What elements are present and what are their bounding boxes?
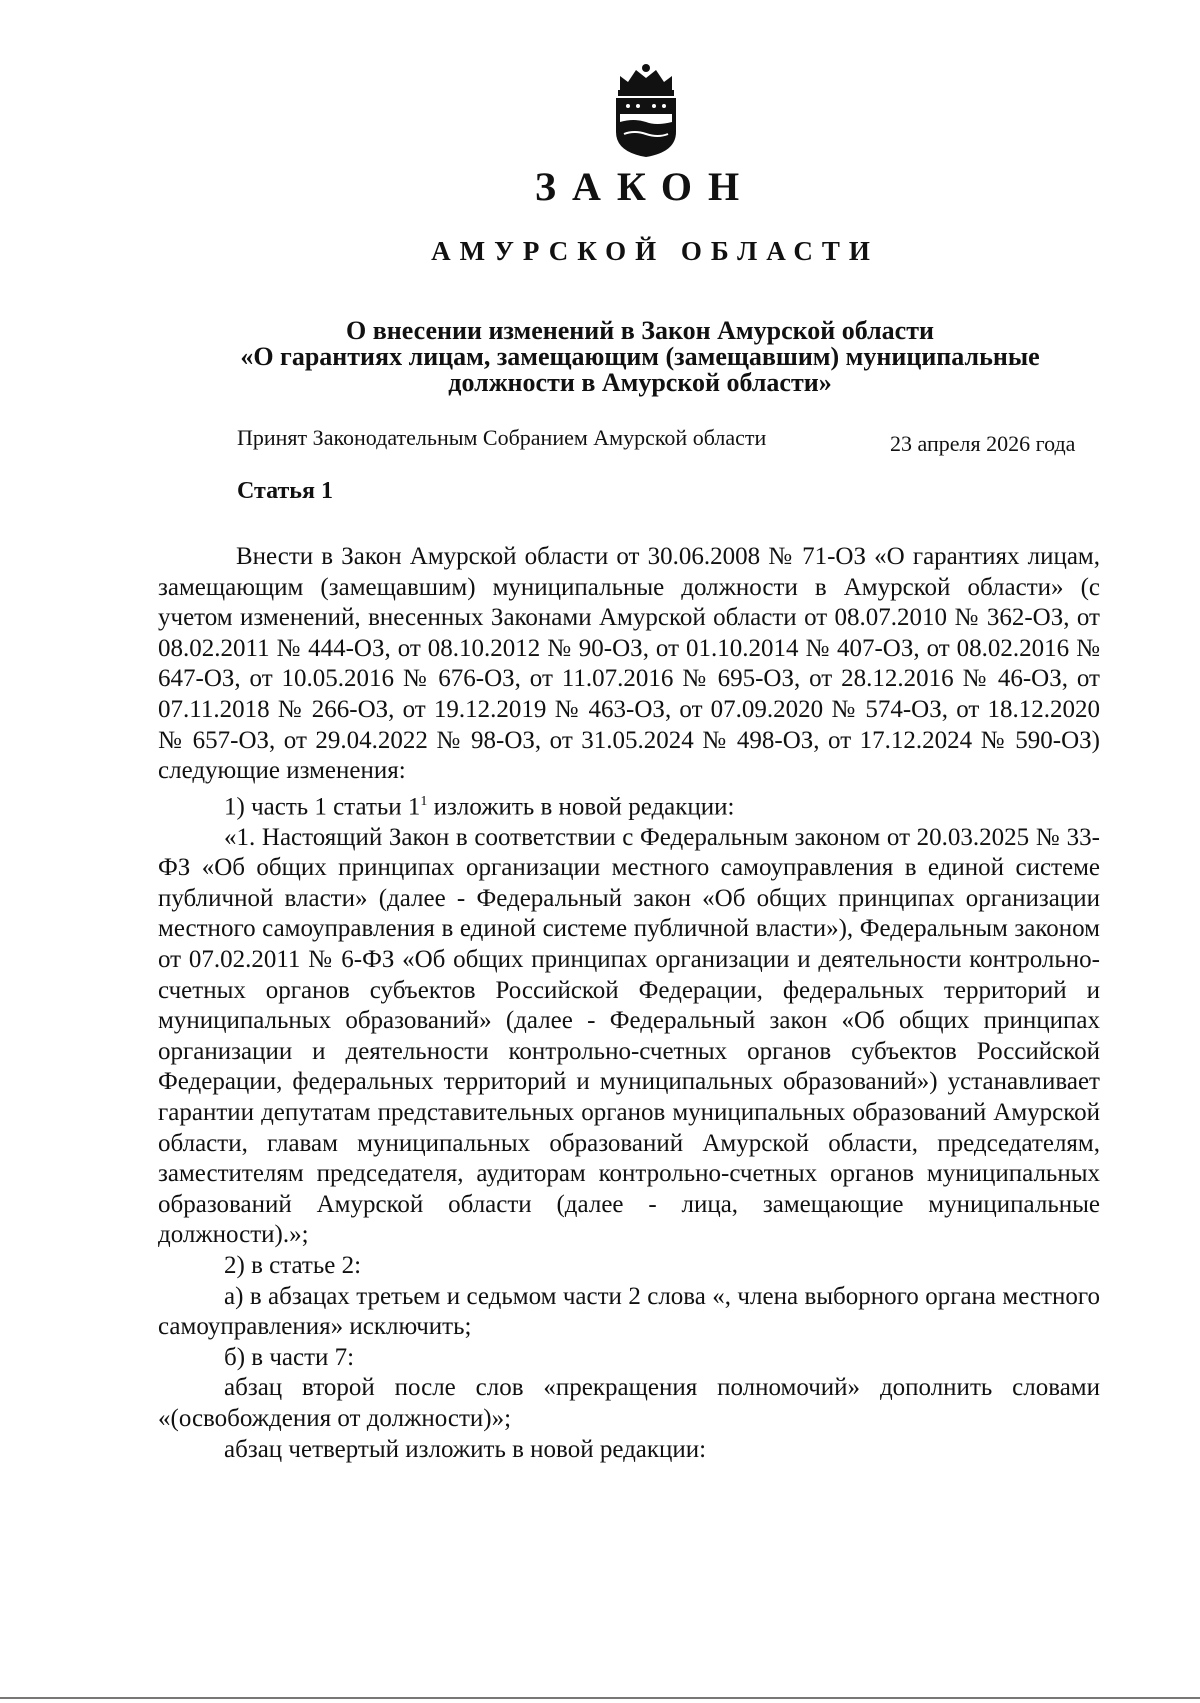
region-title: АМУРСКОЙ ОБЛАСТИ xyxy=(431,236,879,266)
heading-line-2: «О гарантиях лицам, замещающим (замещавшим) муниципальные xyxy=(240,342,1040,371)
paragraph-abzac-2: абзац второй после слов «прекращения полномочий» дополнить словами «(освобождения от должности)»; xyxy=(158,1374,1100,1432)
paragraph-new-wording: «1. Настоящий Закон в соответствии с Федеральным законом от 20.03.2025 № 33-ФЗ «Об общих принципах организации местного самоуправления в единой системе публичной власти» (далее - Федеральный закон «Об общих принципах организации местного самоуправления в единой системе публичной власти»), Федеральным законом от 07.02.2011 № 6-ФЗ «Об общих принципах организации и деятельности контрольно-счетных органов субъектов Российской Федерации, федеральных территорий и муниципальных образований» (далее - Федеральный закон «Об общих принципах организации и деятельности контрольно-счетных органов субъектов Российской Федерации, федеральных территорий и муниципальных образований») устанавливает гарантии депутатам представительных органов муниципальных образований Амурской области, главам муниципальных образований Амурской области, председателям, заместителям председателя, аудиторам контрольно-счетных органов муниципальных образований Амурской области (далее - лица, замещающие муниципальные должности).»; xyxy=(158,823,1100,1249)
adoption-date: 23 апреля 2026 года xyxy=(890,431,1076,456)
article-body xyxy=(158,542,1100,1465)
heading-line-3: должности в Амурской области» xyxy=(448,368,832,397)
adoption-statement: Принят Законодательным Собранием Амурской области xyxy=(237,425,767,450)
amur-region-coat-of-arms-icon xyxy=(606,62,686,158)
paragraph-abzac-4: абзац четвертый изложить в новой редакции: xyxy=(224,1435,707,1463)
item-1-superscript: 1 xyxy=(420,793,428,809)
paragraph-amendment-intro: Внести в Закон Амурской области от 30.06.2008 № 71-ОЗ «О гарантиях лицам, замещающим (замещавшим) муниципальные должности в Амурской области» (с учетом изменений, внесенных Законами Амурской области от 08.07.2010 № 362-ОЗ, от 08.02.2011 № 444-ОЗ, от 08.10.2012 № 90-ОЗ, от 01.10.2014 № 407-ОЗ, от 08.02.2016 № 647-ОЗ, от 10.05.2016 № 676-ОЗ, от 11.07.2016 № 695-ОЗ, от 28.12.2016 № 46-ОЗ, от 07.11.2018 № 266-ОЗ, от 19.12.2019 № 463-ОЗ, от 07.09.2020 № 574-ОЗ, от 18.12.2020 № 657-ОЗ, от 29.04.2022 № 98-ОЗ, от 31.05.2024 № 498-ОЗ, от 17.12.2024 № 590-ОЗ) следующие изменения: xyxy=(158,543,1100,785)
item-1-text-after: изложить в новой редакции: xyxy=(427,793,735,821)
law-type-title: ЗАКОН xyxy=(534,164,756,209)
heading-line-1: О внесении изменений в Закон Амурской области xyxy=(346,316,934,345)
paragraph-item-2a: а) в абзацах третьем и седьмом части 2 слова «, члена выборного органа местного самоуправления» исключить; xyxy=(158,1282,1100,1341)
paragraph-item-2: 2) в статье 2: xyxy=(224,1251,362,1279)
scan-bottom-edge xyxy=(0,1697,1200,1699)
item-1-text-before: 1) часть 1 статьи 1 xyxy=(224,793,421,821)
paragraph-item-1 xyxy=(158,787,1100,823)
article-title: Статья 1 xyxy=(237,478,333,504)
document-heading xyxy=(200,318,1080,396)
paragraph-item-2b: б) в части 7: xyxy=(224,1343,355,1371)
